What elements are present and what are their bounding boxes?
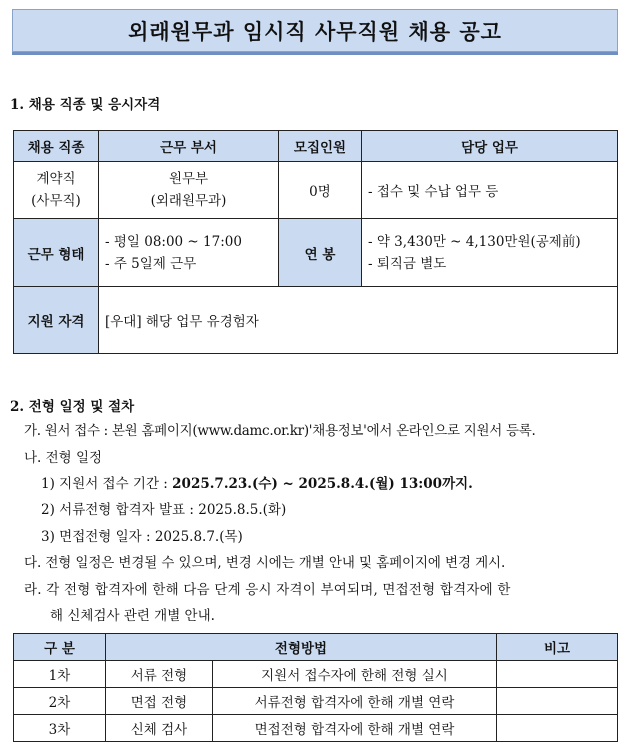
qualification-label: 지원 자격 bbox=[14, 287, 99, 354]
note-cell bbox=[497, 715, 618, 742]
item-d-line1: 라. 각 전형 합격자에 한해 다음 단계 응시 자격이 부여되며, 면접전형 합격자에 한 bbox=[24, 582, 511, 598]
department-cell bbox=[99, 162, 279, 219]
table-row bbox=[14, 661, 618, 688]
table-row bbox=[14, 715, 618, 742]
table-row bbox=[14, 688, 618, 715]
item-a: 가. 원서 접수 : 본원 홈페이지(www.damc.or.kr)'채용정보'에서 온라인으로 지원서 등록. bbox=[24, 423, 536, 439]
method-type-cell: 신체 검사 bbox=[106, 715, 213, 742]
item-b: 나. 전형 일정 bbox=[24, 450, 103, 466]
work-type-line2: - 주 5일제 근무 bbox=[105, 255, 197, 272]
qualification-cell: [우대] 해당 업무 유경험자 bbox=[99, 287, 618, 354]
step1-prefix: 1) 지원서 접수 기간 : bbox=[41, 476, 173, 492]
step3: 3) 면접전형 일자 : 2025.8.7.(목) bbox=[41, 529, 243, 545]
item-c: 다. 전형 일정은 변경될 수 있으며, 변경 시에는 개별 안내 및 홈페이지에 변경 게시. bbox=[24, 555, 506, 571]
item-d-line2: 해 신체검사 관련 개별 안내. bbox=[50, 608, 215, 624]
page-title: 외래원무과 임시직 사무직원 채용 공고 bbox=[12, 9, 618, 52]
section2-heading: 2. 전형 일정 및 절차 bbox=[10, 399, 135, 415]
stage-cell: 1차 bbox=[14, 661, 106, 688]
header-method: 전형방법 bbox=[106, 634, 497, 661]
stage-cell: 3차 bbox=[14, 715, 106, 742]
method-type-cell: 서류 전형 bbox=[106, 661, 213, 688]
step1 bbox=[41, 472, 473, 492]
process-table bbox=[13, 633, 618, 742]
header-headcount: 모집인원 bbox=[279, 131, 362, 162]
stage-cell: 2차 bbox=[14, 688, 106, 715]
salary-line1: - 약 3,430만 ~ 4,130만원(공제前) bbox=[368, 233, 581, 250]
header-department: 근무 부서 bbox=[99, 131, 279, 162]
header-stage: 구 분 bbox=[14, 634, 106, 661]
duty-cell: - 접수 및 수납 업무 등 bbox=[362, 162, 618, 219]
job-type-line1: 계약직 bbox=[36, 171, 76, 187]
note-cell bbox=[497, 661, 618, 688]
step1-period: 2025.7.23.(수) ~ 2025.8.4.(월) 13:00까지. bbox=[172, 476, 473, 492]
headcount-cell: 0명 bbox=[279, 162, 362, 219]
department-line1: 원무부 bbox=[168, 171, 209, 187]
work-type-label: 근무 형태 bbox=[14, 219, 99, 287]
department-line2: (외래원무과) bbox=[150, 193, 227, 209]
header-job-type: 채용 직종 bbox=[14, 131, 99, 162]
job-type-cell bbox=[14, 162, 99, 219]
note-cell bbox=[497, 688, 618, 715]
work-type-cell bbox=[99, 219, 279, 287]
job-type-line2: (사무직) bbox=[31, 193, 81, 209]
method-desc-cell: 면접전형 합격자에 한해 개별 연락 bbox=[213, 715, 497, 742]
salary-label: 연 봉 bbox=[279, 219, 362, 287]
step2: 2) 서류전형 합격자 발표 : 2025.8.5.(화) bbox=[41, 502, 287, 518]
job-table bbox=[13, 130, 618, 354]
section1-heading: 1. 채용 직종 및 응시자격 bbox=[10, 97, 161, 113]
salary-cell bbox=[362, 219, 618, 287]
salary-line2: - 퇴직금 별도 bbox=[368, 255, 447, 272]
work-type-line1: - 평일 08:00 ~ 17:00 bbox=[105, 233, 242, 250]
method-type-cell: 면접 전형 bbox=[106, 688, 213, 715]
method-desc-cell: 지원서 접수자에 한해 전형 실시 bbox=[213, 661, 497, 688]
method-desc-cell: 서류전형 합격자에 한해 개별 연락 bbox=[213, 688, 497, 715]
header-duty: 담당 업무 bbox=[362, 131, 618, 162]
header-note: 비고 bbox=[497, 634, 618, 661]
